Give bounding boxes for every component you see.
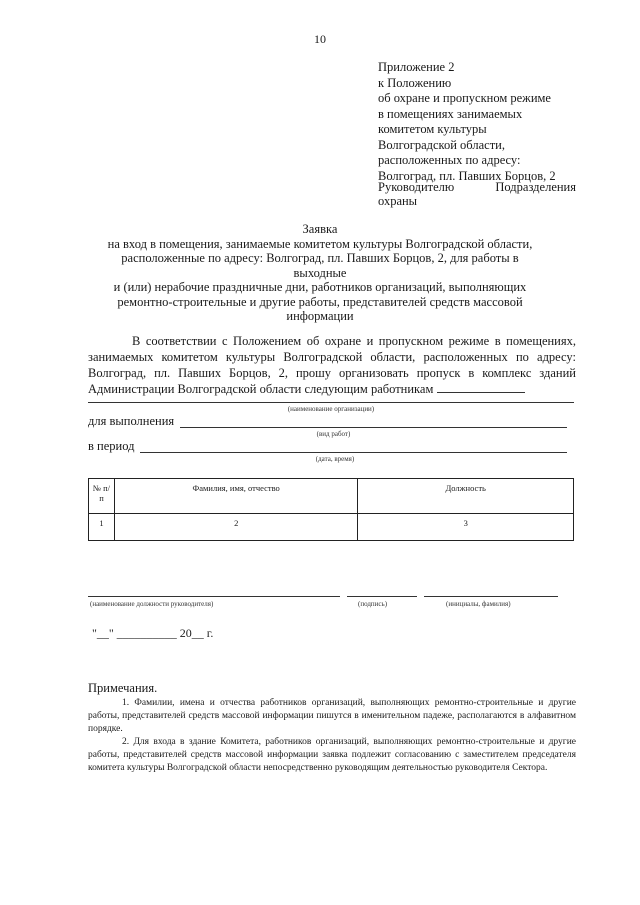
title-line: и (или) нерабочие праздничные дни, работников организаций, выполняющих — [113, 280, 527, 294]
appendix-block — [378, 60, 598, 184]
initials-line[interactable] — [424, 596, 558, 597]
request-text: В соответствии с Положением об охране и пропускном режиме в помещениях, занимаемых комитетом культуры Волгоградской области, расположенных по адресу: Волгоград, пл. Павших Борцов, 2, прошу организовать пропуск в комплекс зданий Администрации Волгоградской области следующим работникам — [88, 334, 576, 396]
work-line[interactable] — [180, 427, 567, 428]
addressee-word: Руководителю — [378, 180, 455, 194]
page-number: 10 — [314, 32, 326, 46]
note-item: 2. Для входа в здание Комитета, работников организаций, выполняющих ремонтно-строительные и другие работы, представителей средств массовой информации заявка подлежит согласованию с заместителем председателя комитета культуры Волгоградской области непосредственно руководящим деятельностью руководителя Сектора. — [88, 737, 576, 773]
date-line[interactable]: "__" __________ 20__ г. — [92, 626, 214, 640]
title-line: ремонтно-строительные и другие работы, представителей средств массовой — [117, 294, 523, 309]
signature-caption: (подпись) — [358, 600, 388, 608]
cell-position[interactable]: 3 — [358, 514, 574, 541]
appendix-line: Волгоградской области, — [378, 137, 505, 152]
organization-line[interactable] — [88, 402, 574, 403]
addressee-word: Подразделения — [495, 180, 576, 194]
appendix-line: расположенных по адресу: — [378, 153, 521, 167]
table-header-row — [89, 479, 574, 514]
work-caption: (вид работ) — [316, 430, 351, 438]
period-label: в период — [88, 439, 135, 453]
period-line[interactable] — [140, 452, 567, 453]
appendix-line: Приложение 2 — [378, 60, 455, 74]
document-title — [100, 222, 540, 324]
addressee-word: охраны — [378, 194, 418, 208]
organization-caption: (наименование организации) — [287, 405, 375, 413]
title-line: информации — [286, 309, 354, 323]
title-line: на вход в помещения, занимаемые комитетом культуры Волгоградской области, — [107, 236, 533, 251]
notes-heading: Примечания. — [88, 681, 158, 695]
appendix-line: комитетом культуры — [378, 122, 487, 136]
cell-full-name[interactable]: 2 — [114, 514, 357, 541]
workers-blank[interactable] — [437, 381, 525, 393]
appendix-line: к Положению — [378, 75, 452, 90]
note-item: 1. Фамилии, имена и отчества работников организаций, выполняющих ремонтно-строительные и другие работы, представителей средств массовой информации пишутся в именительном падеже, располагаются в алфавитном порядке. — [88, 698, 576, 734]
workers-table — [88, 478, 574, 541]
appendix-line: Волгоград, пл. Павших Борцов, 2 — [378, 168, 556, 183]
request-body — [88, 333, 576, 397]
addressee-block — [378, 180, 576, 208]
cell-number[interactable]: 1 — [89, 514, 115, 541]
appendix-line: об охране и пропускном режиме — [378, 91, 551, 105]
manager-position-line[interactable] — [88, 596, 340, 597]
work-label: для выполнения — [88, 414, 175, 428]
signature-line[interactable] — [347, 596, 417, 597]
manager-position-caption: (наименование должности руководителя) — [90, 600, 214, 608]
table-row — [89, 514, 574, 541]
initials-caption: (инициалы, фамилия) — [446, 600, 511, 608]
header-number: № п/п — [89, 479, 115, 514]
period-caption: (дата, время) — [315, 455, 355, 463]
title-heading: Заявка — [302, 222, 338, 236]
notes-block — [88, 682, 576, 775]
header-position: Должность — [358, 479, 574, 514]
title-line: расположенные по адресу: Волгоград, пл. Павших Борцов, 2, для работы в выходные — [121, 251, 519, 280]
header-full-name: Фамилия, имя, отчество — [114, 479, 357, 514]
appendix-line: в помещениях занимаемых — [378, 106, 523, 121]
